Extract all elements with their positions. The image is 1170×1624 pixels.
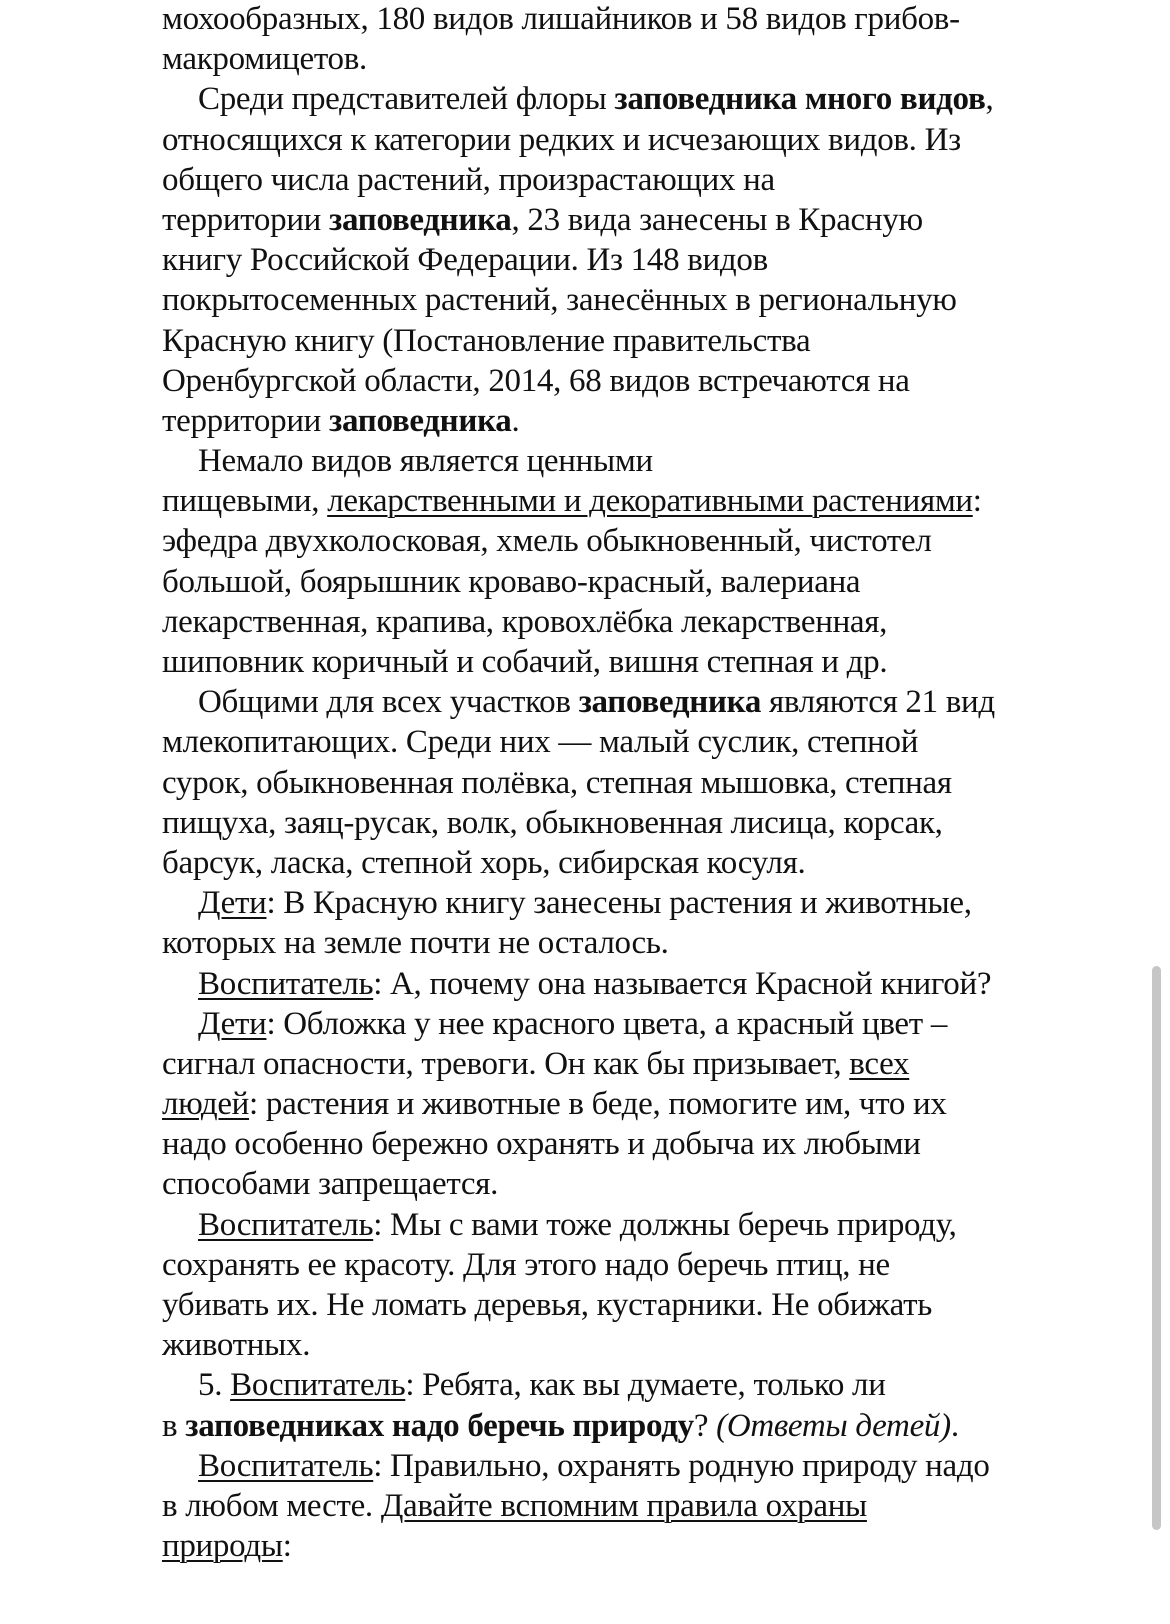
text-run: надо особенно бережно охранять и добыча их любыми bbox=[162, 1126, 921, 1163]
text-line bbox=[162, 562, 1062, 602]
text-line bbox=[162, 803, 1062, 843]
text-line bbox=[162, 79, 1062, 119]
text-line bbox=[162, 1406, 1062, 1446]
underlined-text: Воспитатель bbox=[198, 1447, 374, 1484]
bold-text: заповедника много видов bbox=[614, 81, 986, 118]
text-run: Среди представителей флоры bbox=[198, 81, 615, 118]
text-line bbox=[162, 642, 1062, 682]
text-run: : bbox=[282, 1528, 292, 1565]
text-run: которых на земле почти не осталось. bbox=[162, 925, 669, 962]
text-run: . bbox=[950, 1407, 959, 1444]
text-run: эфедра двухколосковая, хмель обыкновенный, чистотел bbox=[162, 523, 932, 560]
text-line bbox=[162, 1004, 1062, 1044]
text-run: сигнал опасности, тревоги. Он как бы призывает, bbox=[162, 1045, 850, 1082]
text-run: в bbox=[162, 1407, 186, 1444]
vertical-scrollbar[interactable] bbox=[1152, 966, 1161, 1530]
text-line bbox=[162, 240, 1062, 280]
text-line bbox=[162, 1084, 1062, 1124]
text-run: территории bbox=[162, 402, 329, 439]
text-line bbox=[162, 964, 1062, 1004]
text-run: Немало видов является ценными bbox=[198, 443, 653, 480]
bold-text: заповедника bbox=[329, 402, 512, 439]
text-line bbox=[162, 1365, 1062, 1405]
text-line bbox=[162, 361, 1062, 401]
underlined-text: Воспитатель bbox=[198, 965, 374, 1002]
text-line bbox=[162, 763, 1062, 803]
text-line bbox=[162, 1526, 1062, 1566]
underlined-text: лекарственными и декоративными растениями bbox=[327, 483, 973, 520]
text-run: . bbox=[511, 402, 520, 439]
text-run: , 23 вида занесены в Красную bbox=[511, 201, 923, 238]
text-line bbox=[162, 1164, 1062, 1204]
text-line bbox=[162, 200, 1062, 240]
text-run: : А, почему она называется Красной книгой? bbox=[373, 965, 992, 1002]
text-run: сурок, обыкновенная полёвка, степная мышовка, степная bbox=[162, 764, 952, 801]
text-line bbox=[162, 1285, 1062, 1325]
bold-text: заповедника bbox=[578, 684, 762, 721]
text-run: сохранять ее красоту. Для этого надо беречь птиц, не bbox=[162, 1246, 890, 1283]
text-run: Красную книгу (Постановление правительства bbox=[162, 322, 811, 359]
text-run: убивать их. Не ломать деревья, кустарники. Не обижать bbox=[162, 1287, 933, 1323]
text-run: мохообразных, 180 видов лишайников и 58 видов грибов- bbox=[162, 1, 960, 37]
text-line bbox=[162, 1124, 1062, 1164]
text-run: пищевыми, bbox=[162, 483, 328, 520]
text-line bbox=[162, 602, 1062, 642]
underlined-text: Воспитатель bbox=[230, 1367, 406, 1404]
text-line bbox=[162, 1205, 1062, 1245]
text-run: : Обложка у нее красного цвета, а красный цвет – bbox=[266, 1005, 948, 1042]
text-run: : Ребята, как вы думаете, только ли bbox=[405, 1367, 886, 1404]
text-run: ? bbox=[693, 1407, 717, 1444]
text-run: способами запрещается. bbox=[162, 1166, 499, 1203]
text-run: покрытосеменных растений, занесённых в региональную bbox=[162, 282, 957, 319]
text-run: являются 21 вид bbox=[761, 684, 995, 721]
text-run: животных. bbox=[162, 1327, 311, 1364]
underlined-text: Давайте вспомним правила охраны bbox=[380, 1487, 867, 1524]
text-run: : Мы с вами тоже должны беречь природу, bbox=[373, 1206, 957, 1243]
text-run: : растения и животные в беде, помогите им, что их bbox=[249, 1086, 947, 1123]
text-line bbox=[162, 682, 1062, 722]
text-run: Оренбургской области, 2014, 68 видов встречаются на bbox=[162, 362, 910, 399]
underlined-text: всех bbox=[849, 1045, 910, 1082]
text-line bbox=[162, 441, 1062, 481]
text-line bbox=[162, 0, 1062, 39]
text-run: шиповник коричный и собачий, вишня степная и др. bbox=[162, 644, 888, 680]
text-run: большой, боярышник кроваво-красный, валериана bbox=[162, 563, 861, 600]
text-line bbox=[162, 1325, 1062, 1365]
text-run: общего числа растений, произрастающих на bbox=[162, 161, 775, 198]
text-line bbox=[162, 722, 1062, 762]
text-run: в любом месте. bbox=[162, 1487, 381, 1524]
document-body bbox=[162, 0, 1062, 1566]
text-line bbox=[162, 843, 1062, 883]
bold-text: заповедника bbox=[329, 201, 512, 238]
text-run: барсук, ласка, степной хорь, сибирская косуля. bbox=[162, 844, 806, 881]
text-run: лекарственная, крапива, кровохлёбка лекарственная, bbox=[162, 603, 888, 640]
text-run: Общими для всех участков bbox=[198, 684, 579, 721]
text-run: 5. bbox=[198, 1367, 231, 1404]
text-run: млекопитающих. Среди них — малый суслик, степной bbox=[162, 724, 919, 761]
italic-text: (Ответы детей) bbox=[716, 1407, 951, 1444]
text-line bbox=[162, 521, 1062, 561]
text-line bbox=[162, 481, 1062, 521]
underlined-text: людей bbox=[162, 1086, 250, 1123]
text-line bbox=[162, 321, 1062, 361]
text-run: макромицетов. bbox=[162, 41, 367, 78]
text-run: : В Красную книгу занесены растения и животные, bbox=[266, 885, 972, 922]
text-run: : Правильно, охранять родную природу надо bbox=[373, 1447, 990, 1484]
text-run: территории bbox=[162, 201, 329, 238]
text-run: книгу Российской Федерации. Из 148 видов bbox=[162, 242, 768, 279]
text-run: , bbox=[985, 81, 994, 118]
text-run: относящихся к категории редких и исчезающих видов. Из bbox=[162, 121, 961, 158]
bold-text: заповедниках надо беречь природу bbox=[185, 1407, 694, 1444]
text-line bbox=[162, 401, 1062, 441]
text-line bbox=[162, 1044, 1062, 1084]
text-line bbox=[162, 120, 1062, 160]
text-line bbox=[162, 160, 1062, 200]
text-run: : bbox=[972, 483, 982, 520]
underlined-text: Воспитатель bbox=[198, 1206, 374, 1243]
text-line bbox=[162, 280, 1062, 320]
text-line bbox=[162, 1446, 1062, 1486]
underlined-text: природы bbox=[162, 1528, 283, 1565]
text-line bbox=[162, 1486, 1062, 1526]
underlined-text: Дети bbox=[198, 885, 267, 922]
text-line bbox=[162, 1245, 1062, 1285]
underlined-text: Дети bbox=[198, 1005, 267, 1042]
text-line bbox=[162, 39, 1062, 79]
text-line bbox=[162, 883, 1062, 923]
text-run: пищуха, заяц-русак, волк, обыкновенная лисица, корсак, bbox=[162, 804, 943, 841]
text-line bbox=[162, 923, 1062, 963]
